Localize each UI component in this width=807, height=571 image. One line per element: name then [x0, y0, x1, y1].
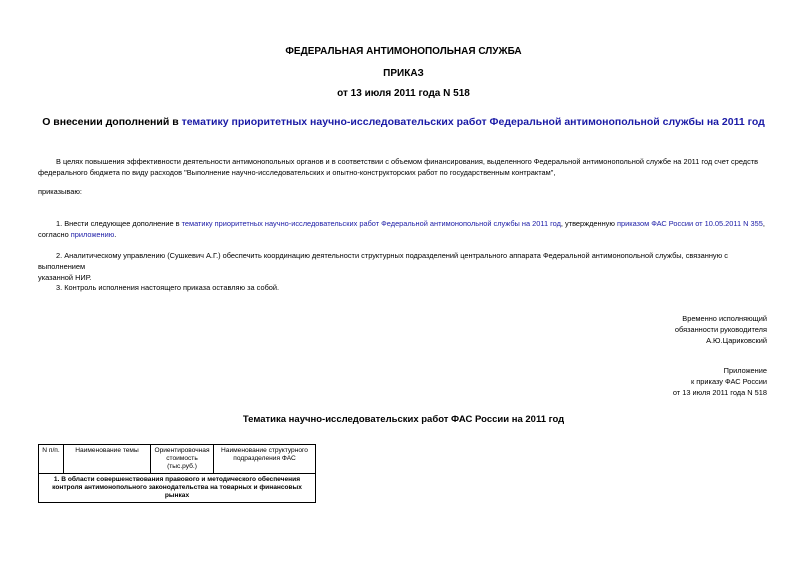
header-department: Наименование структурного подразделения ФАС	[214, 445, 316, 474]
item-2-line-2: указанной НИР.	[38, 273, 92, 282]
item-1-end: .	[114, 230, 117, 239]
item-1-appendix-link[interactable]: приложению	[70, 230, 115, 239]
item-1	[38, 218, 769, 240]
item-1-line-2	[38, 229, 769, 240]
intro-line-1: В целях повышения эффективности деятельности антимонопольных органов и в соответствии с объемом финансирования, выделенного Федеральной антимонопольной службе на 2011 год счет средств	[56, 157, 759, 166]
signature-line-1: Временно исполняющий	[682, 314, 767, 323]
topics-table	[38, 444, 316, 503]
doc-title-prefix: О внесении дополнений в	[42, 116, 182, 128]
intro-line-2: федерального бюджета по виду расходов "Выполнение научно-исследовательских и опытно-конструкторских работ по государственным контрактам",	[38, 168, 556, 177]
item-1-topic-link[interactable]: тематику приоритетных научно-исследовательских работ Федеральной антимонопольной службы на 2011 год	[181, 219, 561, 228]
item-1-order-link[interactable]: приказом ФАС России от 10.05.2011 N 355	[616, 219, 763, 228]
item-1-line-1	[38, 218, 769, 229]
appendix-reference	[673, 365, 767, 398]
appendix-ref-line-2: к приказу ФАС России	[691, 377, 767, 386]
org-name: ФЕДЕРАЛЬНАЯ АНТИМОНОПОЛЬНАЯ СЛУЖБА	[285, 46, 522, 57]
item-1-comma: ,	[762, 219, 765, 228]
item-1-mid: , утвержденную	[560, 219, 617, 228]
doc-date: от 13 июля 2011 года N 518	[337, 88, 470, 99]
doc-title-link[interactable]: тематику приоритетных научно-исследовательских работ Федеральной антимонопольной службы на 2011 год	[181, 116, 765, 128]
appendix-title: Тематика научно-исследовательских работ ФАС России на 2011 год	[242, 414, 565, 425]
header-topic: Наименование темы	[64, 445, 151, 474]
appendix-ref-line-3: от 13 июля 2011 года N 518	[672, 388, 767, 397]
doc-type: ПРИКАЗ	[383, 68, 424, 79]
item-3: 3. Контроль исполнения настоящего приказа оставляю за собой.	[56, 283, 280, 292]
table-header-row	[39, 445, 316, 474]
header-cost: Ориентировочная стоимость (тыс.руб.)	[151, 445, 214, 474]
doc-title	[0, 116, 807, 128]
item-2	[38, 250, 769, 283]
section-1-heading: 1. В области совершенствования правового и методического обеспечения контроля антимонопольного законодательства на товарных и финансовых рынках	[39, 474, 316, 503]
table-row	[39, 474, 316, 503]
signature-name: А.Ю.Цариковский	[706, 336, 767, 345]
item-1-line-2-prefix: согласно	[38, 230, 71, 239]
item-2-line-1: 2. Аналитическому управлению (Сушкевич А.Г.) обеспечить координацию деятельности структурных подразделений центрального аппарата Федеральной антимонопольной службы, связанную с выполнением	[38, 251, 728, 271]
appendix-ref-line-1: Приложение	[723, 366, 767, 375]
signature-block	[675, 313, 767, 346]
item-1-prefix: 1. Внести следующее дополнение в	[56, 219, 182, 228]
intro-paragraph	[38, 156, 769, 178]
signature-line-2: обязанности руководителя	[674, 325, 767, 334]
header-number: N п/п.	[39, 445, 64, 474]
order-word: приказываю:	[38, 187, 82, 196]
